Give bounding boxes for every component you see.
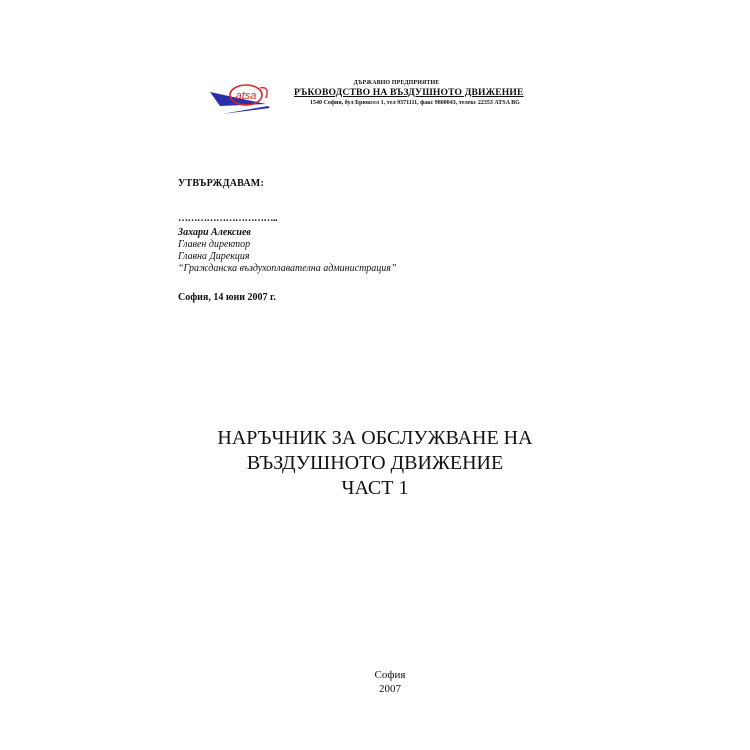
signatory-organization: “Гражданска въздухоплавателна администрация”: [178, 263, 397, 274]
organization-type: ДЪРЖАВНО ПРЕДПРИЯТИЕ: [353, 80, 440, 86]
svg-text:atsa: atsa: [235, 90, 257, 102]
signatory-name: Захари Алексиев: [178, 227, 251, 238]
document-footer: [0, 668, 750, 696]
organization-address: 1540 София, бул Брюксел 1, тел 9371111, факс 9800043, телекс 22353 ATSA BG: [310, 100, 520, 106]
place-date: София, 14 юни 2007 г.: [178, 292, 276, 303]
footer-year: 2007: [379, 683, 401, 695]
organization-block: [294, 79, 568, 108]
title-line-3: ЧАСТ 1: [341, 477, 409, 499]
organization-name: РЪКОВОДСТВО НА ВЪЗДУШНОТО ДВИЖЕНИЕ: [294, 87, 524, 98]
signatory-position: Главен директор: [178, 239, 251, 250]
signatory-directorate: Главна Дирекция: [178, 251, 250, 262]
title-line-2: ВЪЗДУШНОТО ДВИЖЕНИЕ: [246, 452, 504, 474]
signature-block: [178, 213, 397, 275]
footer-city: София: [374, 669, 406, 681]
atsa-logo: [208, 76, 294, 118]
approval-heading: УТВЪРЖДАВАМ:: [178, 178, 264, 189]
letterhead: [208, 76, 568, 118]
signature-line: …………………………..: [178, 213, 277, 224]
title-line-1: НАРЪЧНИК ЗА ОБСЛУЖВАНЕ НА: [217, 427, 533, 449]
document-title: [0, 426, 750, 501]
